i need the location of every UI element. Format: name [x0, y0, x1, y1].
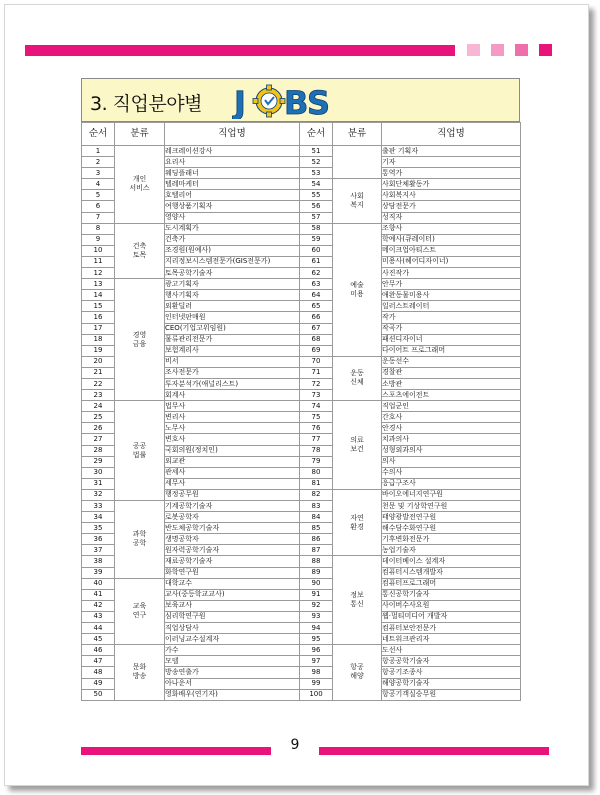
job-name: 직업군인	[382, 401, 521, 412]
row-number: 74	[300, 401, 333, 412]
row-number: 17	[82, 323, 115, 334]
job-name: 스포츠에이전트	[382, 390, 521, 401]
row-number: 51	[300, 146, 333, 157]
category-label: 토목	[132, 250, 147, 259]
job-name: 변호사	[165, 434, 300, 445]
job-name: 농업기술자	[382, 545, 521, 556]
row-number: 47	[82, 656, 115, 667]
job-name: 조사전문가	[165, 367, 300, 378]
job-name: 외교관	[165, 456, 300, 467]
category-label: 사회	[350, 191, 364, 200]
job-name: 일러스트레이터	[382, 301, 521, 312]
job-name: 반도체공학기술자	[165, 523, 300, 534]
category-label: 서비스	[129, 184, 150, 193]
row-number: 70	[300, 356, 333, 367]
row-number: 78	[300, 445, 333, 456]
category-label: 예술	[350, 280, 364, 289]
row-number: 25	[82, 412, 115, 423]
row-number: 15	[82, 301, 115, 312]
row-number: 43	[82, 611, 115, 622]
footer-accent-bar-left	[81, 747, 271, 755]
category-label: 복지	[350, 200, 364, 209]
header-num: 순서	[82, 123, 115, 146]
job-name: 항공공학기술자	[382, 656, 521, 667]
row-number: 41	[82, 589, 115, 600]
job-name: 통신공학기술자	[382, 589, 521, 600]
row-number: 14	[82, 290, 115, 301]
row-number: 1	[82, 146, 115, 157]
jobs-logo	[232, 83, 342, 119]
row-number: 29	[82, 456, 115, 467]
row-number: 21	[82, 367, 115, 378]
row-number: 52	[300, 157, 333, 168]
row-number: 73	[300, 390, 333, 401]
job-name: 운동선수	[382, 356, 521, 367]
job-name: 작곡가	[382, 323, 521, 334]
row-number: 49	[82, 678, 115, 689]
job-name: 대학교수	[165, 578, 300, 589]
job-name: 기자	[382, 157, 521, 168]
row-number: 40	[82, 578, 115, 589]
job-name: 보험계리사	[165, 345, 300, 356]
category-label: 경영	[132, 330, 147, 339]
row-number: 87	[300, 545, 333, 556]
row-number: 80	[300, 467, 333, 478]
job-name: 인터넷판매원	[165, 312, 300, 323]
row-number: 98	[300, 667, 333, 678]
category-label: 미용	[350, 289, 364, 298]
category-label: 환경	[350, 522, 364, 531]
job-name: 사이버수사요원	[382, 600, 521, 611]
job-name: 재료공학기술자	[165, 556, 300, 567]
row-number: 92	[300, 600, 333, 611]
row-number: 5	[82, 190, 115, 201]
job-name: 경찰관	[382, 367, 521, 378]
row-number: 7	[82, 212, 115, 223]
job-name: 방송연출가	[165, 667, 300, 678]
job-name: 직업상담사	[165, 623, 300, 634]
job-category-table	[81, 122, 521, 701]
row-number: 58	[300, 223, 333, 234]
job-name: 관세사	[165, 467, 300, 478]
row-number: 94	[300, 623, 333, 634]
table-header-row	[82, 123, 521, 146]
row-number: 71	[300, 367, 333, 378]
category-label: 금융	[132, 339, 147, 348]
row-number: 11	[82, 256, 115, 267]
job-name: 해양공학기술자	[382, 678, 521, 689]
row-number: 69	[300, 345, 333, 356]
category-cell	[115, 279, 165, 401]
row-number: 63	[300, 279, 333, 290]
svg-text:J: J	[234, 84, 246, 119]
table-row	[82, 645, 521, 656]
job-name: 의사	[382, 456, 521, 467]
row-number: 3	[82, 168, 115, 179]
job-name: 행사기획자	[165, 290, 300, 301]
category-label: 문화	[132, 663, 147, 672]
job-name: 토목공학기술자	[165, 268, 300, 279]
job-name: 도선사	[382, 645, 521, 656]
job-name: 화학연구원	[165, 567, 300, 578]
category-label: 자연	[350, 513, 364, 522]
row-number: 38	[82, 556, 115, 567]
row-number: 13	[82, 279, 115, 290]
row-number: 62	[300, 268, 333, 279]
job-name: 안무가	[382, 279, 521, 290]
category-label: 방송	[132, 672, 147, 681]
category-label: 법률	[132, 450, 147, 459]
job-name: 광고기획자	[165, 279, 300, 290]
category-label: 운동	[350, 369, 364, 378]
row-number: 96	[300, 645, 333, 656]
svg-text:S: S	[307, 84, 331, 119]
row-number: 39	[82, 567, 115, 578]
row-number: 12	[82, 268, 115, 279]
job-name: 소방관	[382, 378, 521, 389]
job-name: 출판 기획자	[382, 146, 521, 157]
row-number: 10	[82, 245, 115, 256]
row-number: 61	[300, 256, 333, 267]
row-number: 82	[300, 489, 333, 500]
svg-text:B: B	[284, 84, 309, 119]
row-number: 4	[82, 179, 115, 190]
row-number: 60	[300, 245, 333, 256]
job-name: 패션디자이너	[382, 334, 521, 345]
category-cell	[115, 501, 165, 579]
row-number: 91	[300, 589, 333, 600]
job-name: 메이크업아티스트	[382, 245, 521, 256]
row-number: 35	[82, 523, 115, 534]
row-number: 18	[82, 334, 115, 345]
row-number: 30	[82, 467, 115, 478]
job-name: 가수	[165, 645, 300, 656]
category-label: 통신	[350, 600, 364, 609]
job-name: 기계공학기술자	[165, 501, 300, 512]
row-number: 59	[300, 234, 333, 245]
job-name: 데이터베이스 설계자	[382, 556, 521, 567]
row-number: 54	[300, 179, 333, 190]
job-name: 행정공무원	[165, 489, 300, 500]
job-name: 컴퓨터보안전문가	[382, 623, 521, 634]
section-title-box	[81, 78, 520, 122]
job-name: 항공기객실승무원	[382, 689, 521, 700]
job-name: 영양사	[165, 212, 300, 223]
job-name: 간호사	[382, 412, 521, 423]
job-name: 사회복지사	[382, 190, 521, 201]
job-name: 로봇공학자	[165, 512, 300, 523]
row-number: 100	[300, 689, 333, 700]
row-number: 20	[82, 356, 115, 367]
section-title: 3. 직업분야별	[90, 93, 202, 115]
row-number: 27	[82, 434, 115, 445]
header-job: 직업명	[382, 123, 521, 146]
category-label: 연구	[132, 611, 147, 620]
row-number: 57	[300, 212, 333, 223]
row-number: 53	[300, 168, 333, 179]
job-name: 비서	[165, 356, 300, 367]
job-name: 항공기조종사	[382, 667, 521, 678]
row-number: 8	[82, 223, 115, 234]
row-number: 44	[82, 623, 115, 634]
job-name: 조경원(원예사)	[165, 245, 300, 256]
category-cell	[115, 645, 165, 700]
row-number: 28	[82, 445, 115, 456]
row-number: 48	[82, 667, 115, 678]
row-number: 97	[300, 656, 333, 667]
job-name: 도시계획가	[165, 223, 300, 234]
header-job: 직업명	[165, 123, 300, 146]
row-number: 2	[82, 157, 115, 168]
row-number: 22	[82, 378, 115, 389]
row-number: 50	[82, 689, 115, 700]
job-name: 외환딜러	[165, 301, 300, 312]
table-row	[82, 279, 521, 290]
category-label: 정보	[350, 591, 364, 600]
job-name: 컴퓨터시스템개발자	[382, 567, 521, 578]
category-label: 과학	[132, 530, 147, 539]
row-number: 23	[82, 390, 115, 401]
category-label: 의료	[350, 436, 364, 445]
job-name: 생명공학자	[165, 534, 300, 545]
row-number: 31	[82, 478, 115, 489]
job-name: 레크레이션강사	[165, 146, 300, 157]
category-cell	[115, 146, 165, 224]
job-name: 회계사	[165, 390, 300, 401]
page-number: 9	[290, 737, 300, 753]
row-number: 65	[300, 301, 333, 312]
job-name: 원자력공학기술자	[165, 545, 300, 556]
table-row	[82, 401, 521, 412]
job-name: 컴퓨터프로그래머	[382, 578, 521, 589]
job-name: 영화배우(연기자)	[165, 689, 300, 700]
row-number: 9	[82, 234, 115, 245]
header-square-1	[467, 44, 480, 56]
category-label: 공공	[132, 441, 147, 450]
job-name: 조향사	[382, 223, 521, 234]
row-number: 19	[82, 345, 115, 356]
category-cell	[333, 356, 382, 400]
header-accent-bar	[25, 45, 455, 56]
job-name: 보육교사	[165, 600, 300, 611]
row-number: 24	[82, 401, 115, 412]
table-row	[82, 146, 521, 157]
job-name: 해수담수화연구원	[382, 523, 521, 534]
category-label: 신체	[350, 378, 364, 387]
row-number: 76	[300, 423, 333, 434]
row-number: 84	[300, 512, 333, 523]
row-number: 64	[300, 290, 333, 301]
category-cell	[115, 578, 165, 645]
row-number: 33	[82, 501, 115, 512]
row-number: 95	[300, 634, 333, 645]
header-category: 분류	[115, 123, 165, 146]
job-name: 학예사(큐레이터)	[382, 234, 521, 245]
table-row	[82, 223, 521, 234]
header-square-4	[539, 44, 552, 56]
row-number: 75	[300, 412, 333, 423]
row-number: 36	[82, 534, 115, 545]
category-label: 항공	[350, 663, 364, 672]
row-number: 90	[300, 578, 333, 589]
job-name: 여행상품기획자	[165, 201, 300, 212]
row-number: 42	[82, 600, 115, 611]
category-cell	[333, 556, 382, 645]
job-name: 건축가	[165, 234, 300, 245]
job-name: 수의사	[382, 467, 521, 478]
row-number: 88	[300, 556, 333, 567]
category-cell	[333, 179, 382, 223]
row-number: 26	[82, 423, 115, 434]
job-name: 사회단체활동가	[382, 179, 521, 190]
row-number: 79	[300, 456, 333, 467]
header-category: 분류	[333, 123, 382, 146]
job-name: 물류관리전문가	[165, 334, 300, 345]
job-name: 네트워크관리자	[382, 634, 521, 645]
row-number: 77	[300, 434, 333, 445]
job-name: 통역가	[382, 168, 521, 179]
category-cell	[115, 401, 165, 501]
job-name: 미용사(헤어디자이너)	[382, 256, 521, 267]
row-number: 6	[82, 201, 115, 212]
category-label: 해양	[350, 672, 364, 681]
category-cell	[333, 645, 382, 700]
category-cell	[333, 489, 382, 556]
job-name: 애완동물미용사	[382, 290, 521, 301]
category-label: 교육	[132, 602, 147, 611]
job-name: 호텔리어	[165, 190, 300, 201]
table-row	[82, 578, 521, 589]
job-name: 요리사	[165, 157, 300, 168]
job-name: 이러닝교수설계자	[165, 634, 300, 645]
job-name: 웹·멀티미디어 개발자	[382, 611, 521, 622]
job-name: 사진작가	[382, 268, 521, 279]
row-number: 56	[300, 201, 333, 212]
row-number: 45	[82, 634, 115, 645]
job-name: 성직자	[382, 212, 521, 223]
job-name: 기후변화전문가	[382, 534, 521, 545]
job-name: CEO(기업고위임원)	[165, 323, 300, 334]
header-square-2	[491, 44, 504, 56]
job-name: 교사(중등학교교사)	[165, 589, 300, 600]
job-name: 텔레마케터	[165, 179, 300, 190]
table-row	[82, 501, 521, 512]
job-name: 아나운서	[165, 678, 300, 689]
row-number: 66	[300, 312, 333, 323]
job-name: 웨딩플래너	[165, 168, 300, 179]
job-name: 천문 및 기상학연구원	[382, 501, 521, 512]
category-label: 보건	[350, 445, 364, 454]
document-page	[4, 4, 589, 786]
row-number: 37	[82, 545, 115, 556]
job-name: 다이어트 프로그래머	[382, 345, 521, 356]
row-number: 16	[82, 312, 115, 323]
job-name: 모델	[165, 656, 300, 667]
row-number: 55	[300, 190, 333, 201]
job-name: 치과의사	[382, 434, 521, 445]
job-name: 변리사	[165, 412, 300, 423]
category-label: 공학	[132, 539, 147, 548]
job-name: 태양광발전연구원	[382, 512, 521, 523]
job-name: 성형외과의사	[382, 445, 521, 456]
row-number: 89	[300, 567, 333, 578]
row-number: 86	[300, 534, 333, 545]
job-name: 투자분석가(애널리스트)	[165, 378, 300, 389]
gear-icon	[253, 85, 285, 117]
job-name: 법무사	[165, 401, 300, 412]
job-name: 응급구조사	[382, 478, 521, 489]
category-label: 개인	[132, 175, 147, 184]
job-name: 노무사	[165, 423, 300, 434]
job-name: 심리학연구원	[165, 611, 300, 622]
job-name: 안경사	[382, 423, 521, 434]
header-square-3	[515, 44, 528, 56]
row-number: 81	[300, 478, 333, 489]
job-name: 작가	[382, 312, 521, 323]
row-number: 93	[300, 611, 333, 622]
category-label: 건축	[132, 241, 147, 250]
footer-accent-bar-right	[319, 747, 549, 755]
row-number: 46	[82, 645, 115, 656]
job-name: 바이오에너지연구원	[382, 489, 521, 500]
row-number: 72	[300, 378, 333, 389]
header-num: 순서	[300, 123, 333, 146]
row-number: 32	[82, 489, 115, 500]
category-cell	[115, 223, 165, 278]
row-number: 83	[300, 501, 333, 512]
job-name: 국회의원(정치인)	[165, 445, 300, 456]
row-number: 68	[300, 334, 333, 345]
category-cell	[333, 146, 382, 179]
row-number: 99	[300, 678, 333, 689]
row-number: 34	[82, 512, 115, 523]
job-name: 상담전문가	[382, 201, 521, 212]
row-number: 85	[300, 523, 333, 534]
category-cell	[333, 223, 382, 356]
category-cell	[333, 401, 382, 490]
row-number: 67	[300, 323, 333, 334]
job-name: 지리정보시스템전문가(GIS전문가)	[165, 256, 300, 267]
job-name: 세무사	[165, 478, 300, 489]
